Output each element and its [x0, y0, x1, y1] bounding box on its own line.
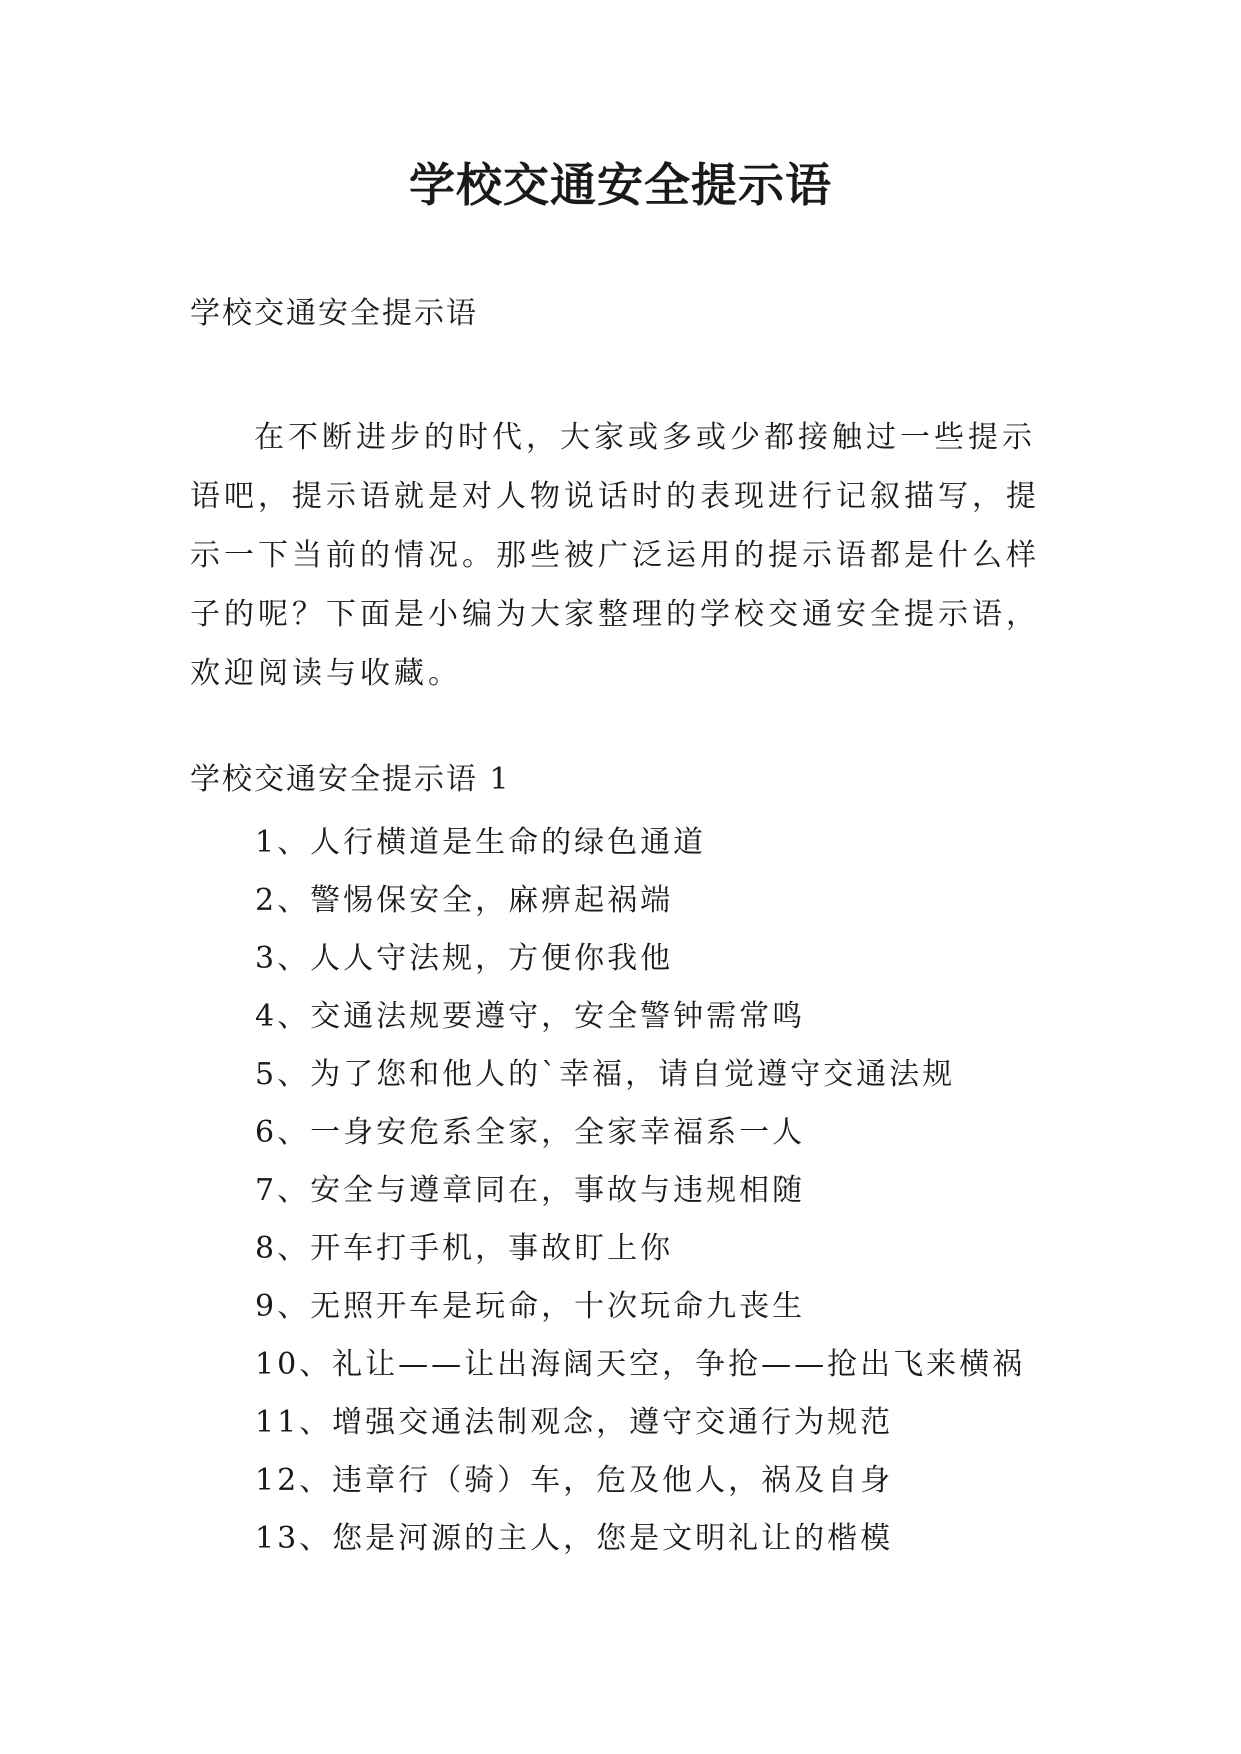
tip-item: 10、礼让——让出海阔天空，争抢——抢出飞来横祸: [255, 1347, 1026, 1382]
tip-item: 12、违章行（骑）车，危及他人，祸及自身: [255, 1463, 894, 1498]
tips-list: [255, 814, 1025, 1568]
tip-item: 1、人行横道是生命的绿色通道: [255, 825, 707, 860]
document-subtitle: 学校交通安全提示语: [190, 296, 478, 331]
tip-item: 7、安全与遵章同在，事故与违规相随: [255, 1173, 806, 1208]
section-heading: 学校交通安全提示语 1: [190, 762, 511, 797]
tip-item: 8、开车打手机，事故盯上你: [255, 1231, 674, 1266]
tip-item: 13、您是河源的主人，您是文明礼让的楷模: [255, 1521, 894, 1556]
document-title: 学校交通安全提示语: [409, 158, 832, 212]
tip-item: 2、警惕保安全，麻痹起祸端: [255, 883, 674, 918]
intro-paragraph: 在不断进步的时代，大家或多或少都接触过一些提示语吧，提示语就是对人物说话时的表现进行记叙描写，提示一下当前的情况。那些被广泛运用的提示语都是什么样子的呢？下面是小编为大家整理的学校交通安全提示语，欢迎阅读与收藏。: [190, 420, 1040, 691]
tip-item: 3、人人守法规，方便你我他: [255, 941, 674, 976]
tip-item: 6、一身安危系全家，全家幸福系一人: [255, 1115, 806, 1150]
tip-item: 11、增强交通法制观念，遵守交通行为规范: [255, 1405, 894, 1440]
tip-item: 4、交通法规要遵守，安全警钟需常鸣: [255, 999, 806, 1034]
tip-item: 5、为了您和他人的`幸福，请自觉遵守交通法规: [255, 1057, 956, 1092]
tip-item: 9、无照开车是玩命，十次玩命九丧生: [255, 1289, 806, 1324]
